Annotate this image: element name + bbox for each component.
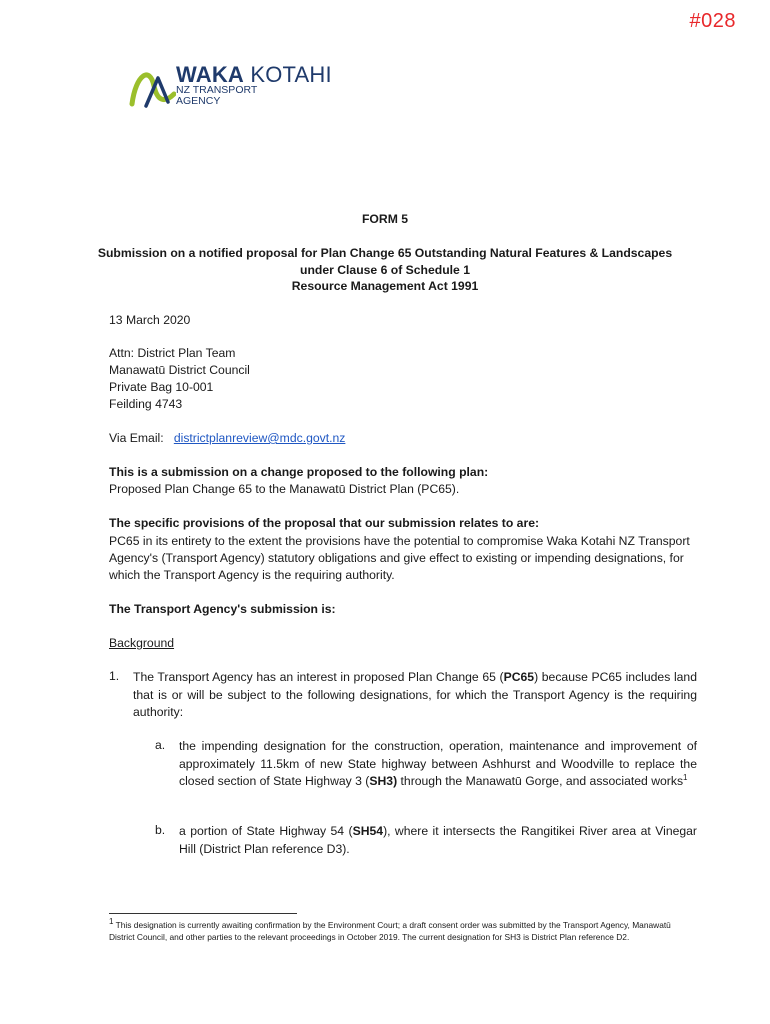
plan-section-heading: This is a submission on a change proposed to the following plan: — [109, 465, 489, 479]
submission-date: 13 March 2020 — [109, 313, 191, 327]
logo-wave-icon — [128, 64, 176, 112]
sub-item-b-label: b. — [155, 823, 166, 837]
footnote-divider — [109, 913, 297, 914]
sub-item-b-text: a portion of State Highway 54 (SH54), where it intersects the Rangitikei River area at Vinegar Hill (District Plan reference D3). — [179, 824, 697, 856]
heading-line-1: Submission on a notified proposal for Plan Change 65 Outstanding Natural Features & Landscapes — [97, 246, 673, 260]
sub-item-a-text: the impending designation for the construction, operation, maintenance and improvement of approximately 11.5km of new State highway between Ashhurst and Woodville to replace the closed section of State Highway 3 (SH3) through the Manawatū Gorge, and associated works$^1$ — [179, 739, 697, 788]
address-city: Feilding 4743 — [109, 397, 183, 411]
background-heading: Background — [109, 636, 175, 650]
email-link[interactable]: districtplanreview@mdc.govt.nz — [173, 431, 346, 445]
heading-line-3: Resource Management Act 1991 — [291, 279, 479, 293]
provisions-section-text: PC65 in its entirety to the extent the provisions have the potential to compromise Waka Kotahi NZ Transport Agency's (Transport Agency) statutory obligations and give effect to existing or impending designations, for which the Transport Agency is the requiring authority. — [109, 534, 690, 582]
address-bag: Private Bag 10-001 — [109, 380, 214, 394]
logo-subtitle: NZ TRANSPORT AGENCY — [176, 84, 258, 107]
submission-heading: The Transport Agency's submission is: — [109, 602, 336, 616]
sub-item-a-label: a. — [155, 738, 166, 752]
email-label: Via Email: — [109, 431, 164, 445]
footnote-reference[interactable]: 1 — [683, 772, 688, 782]
waka-kotahi-logo — [128, 62, 358, 114]
document-reference-number: #028 — [689, 10, 736, 32]
address-attn: Attn: District Plan Team — [109, 346, 236, 360]
logo-wordmark: WAKA KOTAHI — [176, 62, 332, 87]
footnote: $^1$ This designation is currently awaiting confirmation by the Environment Court; a draft consent order was submitted by the Transport Agency, Manawatū District Council, and other parties to the relevant proceedings in October 2019. The current designation for SH3 is District Plan reference D2. — [109, 917, 671, 943]
form-title: FORM 5 — [361, 212, 409, 226]
provisions-section-heading: The specific provisions of the proposal that our submission relates to are: — [109, 516, 540, 530]
item-1-number: 1. — [109, 669, 120, 683]
item-1-text: The Transport Agency has an interest in proposed Plan Change 65 (PC65) because PC65 includes land that is or will be subject to the following designations, for which the Transport Agency is the requiring authority: — [133, 670, 697, 719]
address-council: Manawatū District Council — [109, 363, 250, 377]
email-line — [109, 431, 345, 445]
plan-section-text: Proposed Plan Change 65 to the Manawatū District Plan (PC65). — [109, 482, 460, 496]
heading-line-2: under Clause 6 of Schedule 1 — [300, 263, 470, 277]
